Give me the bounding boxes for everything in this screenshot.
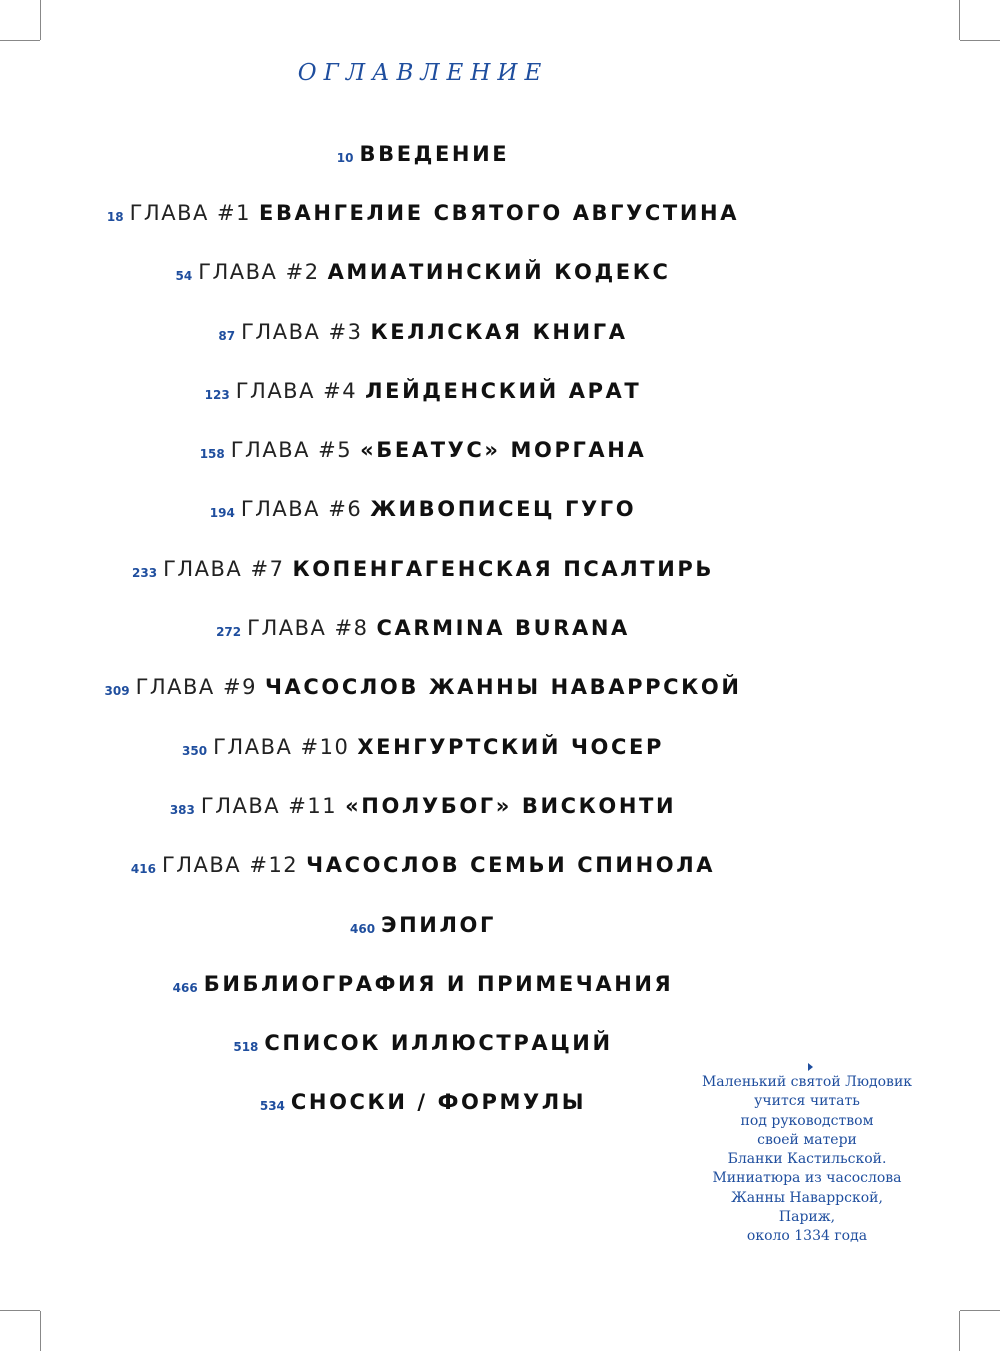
toc-entry-title: ЛЕЙДЕНСКИЙ АРАТ — [365, 378, 642, 403]
caption-line: около 1334 года — [746, 1228, 868, 1245]
toc-page-number: 54 — [175, 269, 193, 284]
toc-entry[interactable] — [0, 302, 846, 361]
toc-page-number: 233 — [132, 565, 158, 580]
toc-entry-title: КОПЕНГАГЕНСКАЯ ПСАЛТИРЬ — [292, 556, 714, 581]
crop-mark-top-right-h — [960, 40, 1000, 41]
toc-entry[interactable] — [0, 717, 846, 776]
toc-page-number: 194 — [209, 506, 235, 521]
toc-page-number: 350 — [182, 743, 208, 758]
toc-entry[interactable] — [0, 183, 846, 242]
toc-entry-title: ЕВАНГЕЛИЕ СВЯТОГО АВГУСТИНА — [259, 200, 740, 225]
caption-marker-icon — [808, 1063, 813, 1071]
toc-entry-title: СНОСКИ / ФОРМУЛЫ — [290, 1090, 587, 1115]
toc-entry[interactable] — [0, 361, 846, 420]
toc-entry-title: «БЕАТУС» МОРГАНА — [360, 438, 647, 463]
crop-mark-top-right — [959, 0, 960, 40]
crop-mark-bottom-right — [959, 1311, 960, 1351]
toc-entry[interactable] — [0, 420, 846, 479]
toc-entry[interactable] — [0, 539, 846, 598]
toc-page-number: 272 — [216, 625, 242, 640]
toc-entry[interactable] — [0, 598, 846, 657]
toc-chapter-label: ГЛАВА #2 — [198, 260, 320, 285]
toc-chapter-label: ГЛАВА #5 — [230, 438, 353, 463]
illustration-caption — [685, 1063, 929, 1247]
toc-entry[interactable] — [0, 124, 846, 183]
toc-entry-title: ЧАСОСЛОВ ЖАННЫ НАВАРРСКОЙ — [264, 675, 742, 700]
caption-line: Маленький святой Людовик — [701, 1074, 913, 1090]
toc-page-number: 158 — [199, 447, 225, 462]
crop-mark-top-left — [40, 0, 41, 40]
toc-entry-title: ХЕНГУРТСКИЙ ЧОСЕР — [357, 734, 664, 759]
toc-entry-title: CARMINA BURANA — [376, 616, 630, 641]
crop-mark-bottom-right-h — [960, 1310, 1000, 1311]
toc-chapter-label: ГЛАВА #7 — [163, 556, 285, 581]
caption-line: под руководством — [740, 1112, 874, 1129]
toc-chapter-label: ГЛАВА #12 — [161, 853, 299, 878]
toc-entry-title: ВВЕДЕНИЕ — [359, 141, 510, 166]
toc-chapter-label: ГЛАВА #10 — [213, 734, 350, 759]
caption-line: учится читать — [754, 1093, 860, 1110]
toc-entry[interactable] — [0, 776, 846, 835]
caption-line: Миниатюра из часослова — [712, 1170, 902, 1187]
toc-entry-title: ЧАСОСЛОВ СЕМЬИ СПИНОЛА — [306, 853, 716, 878]
crop-mark-bottom-left — [40, 1311, 41, 1351]
toc-entry-title: КЕЛЛСКАЯ КНИГА — [370, 319, 628, 344]
toc-page-number: 10 — [336, 150, 354, 165]
toc-chapter-label: ГЛАВА #4 — [235, 378, 358, 403]
toc-entry[interactable] — [0, 954, 846, 1013]
toc-entry[interactable] — [0, 836, 846, 895]
toc-chapter-label: ГЛАВА #3 — [241, 319, 363, 344]
toc-entry-title: СПИСОК ИЛЛЮСТРАЦИЙ — [264, 1031, 613, 1056]
caption-line: Жанны Наваррской, — [731, 1189, 883, 1206]
toc-chapter-label: ГЛАВА #9 — [135, 675, 257, 700]
table-of-contents — [0, 124, 846, 1132]
toc-page-number: 18 — [106, 209, 124, 224]
toc-page-number: 518 — [233, 1040, 259, 1055]
toc-entry-title: ЭПИЛОГ — [381, 912, 496, 937]
toc-page-number: 309 — [104, 684, 130, 699]
toc-entry[interactable] — [0, 895, 846, 954]
toc-heading: ОГЛАВЛЕНИЕ — [297, 60, 549, 86]
toc-page-number: 416 — [130, 862, 156, 877]
toc-chapter-label: ГЛАВА #11 — [200, 793, 338, 818]
toc-page-number: 123 — [204, 387, 230, 402]
toc-entry-title: «ПОЛУБОГ» ВИСКОНТИ — [345, 793, 677, 818]
toc-page-number: 87 — [218, 328, 236, 343]
toc-entry[interactable] — [0, 480, 846, 539]
toc-chapter-label: ГЛАВА #1 — [129, 200, 251, 225]
caption-line: Бланки Кастильской. — [727, 1151, 887, 1168]
toc-page-number: 460 — [350, 921, 376, 936]
toc-entry[interactable] — [0, 658, 846, 717]
crop-mark-top-left-h — [0, 40, 40, 41]
toc-chapter-label: ГЛАВА #8 — [247, 616, 369, 641]
toc-page-number: 383 — [169, 802, 195, 817]
toc-chapter-label: ГЛАВА #6 — [240, 497, 363, 522]
toc-entry-title: ЖИВОПИСЕЦ ГУГО — [370, 497, 637, 522]
toc-entry-title: БИБЛИОГРАФИЯ И ПРИМЕЧАНИЯ — [203, 971, 674, 996]
caption-line: Париж, — [778, 1209, 836, 1226]
toc-entry[interactable] — [0, 243, 846, 302]
crop-mark-bottom-left-h — [0, 1310, 40, 1311]
toc-entry-title: АМИАТИНСКИЙ КОДЕКС — [327, 260, 671, 285]
caption-line: своей матери — [757, 1131, 857, 1148]
toc-page-number: 534 — [259, 1099, 285, 1114]
toc-page-number: 466 — [172, 980, 198, 995]
